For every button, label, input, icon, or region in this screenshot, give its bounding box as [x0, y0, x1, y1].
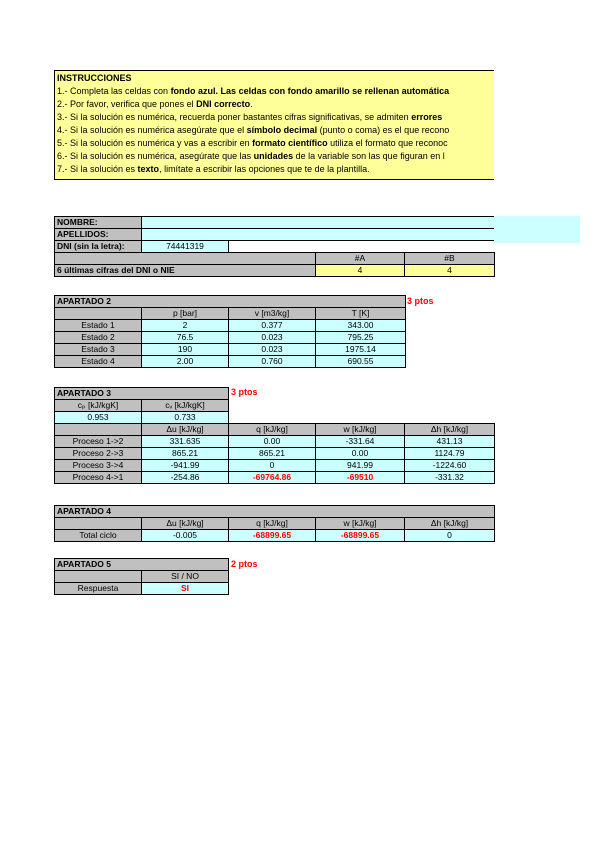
apartado4-table — [54, 505, 495, 542]
instruction-text: unidades — [253, 151, 294, 161]
apartado4-header: Δu [kJ/kg] — [142, 518, 229, 530]
cp-value[interactable]: 0.953 — [55, 412, 142, 424]
apartado3-header: w [kJ/kg] — [316, 424, 405, 436]
estado-cell[interactable]: 0.023 — [229, 344, 316, 356]
proceso-cell[interactable]: -1224.60 — [405, 460, 495, 472]
instructions-box — [54, 70, 494, 180]
respuesta-value[interactable]: SI — [142, 583, 229, 595]
total-q[interactable]: -68899.65 — [229, 530, 316, 542]
proceso-label: Proceso 1->2 — [55, 436, 142, 448]
estado-cell[interactable]: 0.377 — [229, 320, 316, 332]
apartado2-points: 3 ptos — [407, 296, 434, 306]
instruction-line — [57, 111, 492, 124]
cp-label: cₚ [kJ/kgK] — [55, 400, 142, 412]
instruction-text: 4.- Si la solución es numérica asegúrate que el — [57, 125, 247, 135]
proceso-cell[interactable]: 1124.79 — [405, 448, 495, 460]
apartado5-title: APARTADO 5 — [55, 559, 229, 571]
proceso-cell[interactable]: -69510 — [316, 472, 405, 484]
apartado3-spacer — [229, 388, 495, 400]
instruction-line — [57, 124, 492, 137]
proceso-row — [55, 436, 495, 448]
apellidos-label: APELLIDOS: — [55, 229, 142, 241]
dni-input[interactable]: 74441319 — [142, 241, 229, 253]
estado-label: Estado 2 — [55, 332, 142, 344]
a-value: 4 — [316, 265, 405, 277]
apartado3-points: 3 ptos — [231, 387, 258, 397]
estado-row — [55, 332, 406, 344]
apartado5-corner — [55, 571, 142, 583]
instruction-text: . — [250, 99, 253, 109]
instruction-text: 1.- Completa las celdas con — [57, 86, 171, 96]
instruction-text: fondo azul. Las celdas con fondo amarillo se rellenan automática — [170, 86, 450, 96]
proceso-cell[interactable]: -69764.86 — [229, 472, 316, 484]
instruction-text: utiliza el formato que reconoc — [327, 138, 448, 148]
instruction-text: texto — [137, 164, 160, 174]
estado-row — [55, 344, 406, 356]
total-w[interactable]: -68899.65 — [316, 530, 405, 542]
apartado2-header: p [bar] — [142, 308, 229, 320]
apartado2-header: T [K] — [316, 308, 406, 320]
instruction-text: (punto o coma) es el que recono — [317, 125, 450, 135]
apartado5-table — [54, 558, 229, 595]
proceso-row — [55, 448, 495, 460]
proceso-cell[interactable]: -941.99 — [142, 460, 229, 472]
apartado4-header: w [kJ/kg] — [316, 518, 405, 530]
estado-row — [55, 320, 406, 332]
instruction-text: DNI correcto — [196, 99, 251, 109]
apartado4-corner — [55, 518, 142, 530]
input-overflow-strip — [494, 216, 580, 243]
apartado2-corner — [55, 308, 142, 320]
total-du[interactable]: -0.005 — [142, 530, 229, 542]
estado-cell[interactable]: 2.00 — [142, 356, 229, 368]
proceso-cell[interactable]: -254.86 — [142, 472, 229, 484]
apartado2-title: APARTADO 2 — [55, 296, 406, 308]
estado-cell[interactable]: 0.023 — [229, 332, 316, 344]
apartado3-spacer — [229, 400, 495, 412]
instruction-text: 7.- Si la solución es — [57, 164, 138, 174]
cv-value[interactable]: 0.733 — [142, 412, 229, 424]
apartado4-title: APARTADO 4 — [55, 506, 495, 518]
proceso-cell[interactable]: 865.21 — [142, 448, 229, 460]
apartado3-title: APARTADO 3 — [55, 388, 229, 400]
estado-cell[interactable]: 1975.14 — [316, 344, 406, 356]
proceso-cell[interactable]: 0.00 — [229, 436, 316, 448]
apartado2-header: v [m3/kg] — [229, 308, 316, 320]
proceso-cell[interactable]: 0 — [229, 460, 316, 472]
cv-label: cᵥ [kJ/kgK] — [142, 400, 229, 412]
instruction-text: 5.- Si la solución es numérica y vas a escribir en — [57, 138, 253, 148]
apartado3-corner — [55, 424, 142, 436]
apellidos-input[interactable] — [142, 229, 495, 241]
estado-cell[interactable]: 76.5 — [142, 332, 229, 344]
instruction-text: , limítate a escribir las opciones que te de la plantilla. — [159, 164, 370, 174]
instruction-text: símbolo decimal — [246, 125, 318, 135]
apartado3-header: Δh [kJ/kg] — [405, 424, 495, 436]
instruction-text: 6.- Si la solución es numérica, asegúrate que las — [57, 151, 254, 161]
proceso-cell[interactable]: 865.21 — [229, 448, 316, 460]
proceso-label: Proceso 4->1 — [55, 472, 142, 484]
dni-label: DNI (sin la letra): — [55, 241, 142, 253]
apartado4-header: Δh [kJ/kg] — [405, 518, 495, 530]
col-b-header: #B — [405, 253, 495, 265]
instruction-text: errores — [411, 112, 443, 122]
instruction-text: formato científico — [252, 138, 328, 148]
proceso-label: Proceso 2->3 — [55, 448, 142, 460]
proceso-row — [55, 472, 495, 484]
proceso-cell[interactable]: 431.13 — [405, 436, 495, 448]
proceso-cell[interactable]: 0.00 — [316, 448, 405, 460]
estado-cell[interactable]: 2 — [142, 320, 229, 332]
nombre-label: NOMBRE: — [55, 217, 142, 229]
instruction-line — [57, 137, 492, 150]
estado-row — [55, 356, 406, 368]
instructions-lines — [57, 85, 492, 176]
b-value: 4 — [405, 265, 495, 277]
instruction-text: 2.- Por favor, verifica que pones el — [57, 99, 197, 109]
apartado3-spacer — [229, 412, 495, 424]
proceso-label: Proceso 3->4 — [55, 460, 142, 472]
header-spacer — [55, 253, 316, 265]
proceso-row — [55, 460, 495, 472]
estado-cell[interactable]: 190 — [142, 344, 229, 356]
instruction-line — [57, 85, 492, 98]
apartado3-header: q [kJ/kg] — [229, 424, 316, 436]
respuesta-label: Respuesta — [55, 583, 142, 595]
instruction-line — [57, 163, 492, 176]
estado-label: Estado 3 — [55, 344, 142, 356]
personal-data-table — [54, 216, 495, 277]
proceso-cell[interactable]: -331.64 — [316, 436, 405, 448]
ultimas-cifras-label: 6 últimas cifras del DNI o NIE — [55, 265, 316, 277]
estado-label: Estado 4 — [55, 356, 142, 368]
instructions-title: INSTRUCCIONES — [57, 73, 132, 83]
total-dh[interactable]: 0 — [405, 530, 495, 542]
dni-spacer — [229, 241, 495, 253]
col-a-header: #A — [316, 253, 405, 265]
nombre-input[interactable] — [142, 217, 495, 229]
estado-cell[interactable]: 690.55 — [316, 356, 406, 368]
estado-cell[interactable]: 343.00 — [316, 320, 406, 332]
estado-label: Estado 1 — [55, 320, 142, 332]
instruction-line — [57, 98, 492, 111]
apartado2-table — [54, 295, 406, 368]
proceso-cell[interactable]: 941.99 — [316, 460, 405, 472]
total-ciclo-label: Total ciclo — [55, 530, 142, 542]
proceso-cell[interactable]: 331.635 — [142, 436, 229, 448]
apartado3-header: Δu [kJ/kg] — [142, 424, 229, 436]
apartado5-header: SI / NO — [142, 571, 229, 583]
instruction-text: 3.- Si la solución es numérica, recuerda poner bastantes cifras significativas, se admiten — [57, 112, 412, 122]
instruction-text: de la variable son las que figuran en l — [293, 151, 445, 161]
instruction-line — [57, 150, 492, 163]
apartado3-table — [54, 387, 495, 484]
estado-cell[interactable]: 0.760 — [229, 356, 316, 368]
apartado5-points: 2 ptos — [231, 559, 258, 569]
apartado4-header: q [kJ/kg] — [229, 518, 316, 530]
estado-cell[interactable]: 795.25 — [316, 332, 406, 344]
proceso-cell[interactable]: -331.32 — [405, 472, 495, 484]
